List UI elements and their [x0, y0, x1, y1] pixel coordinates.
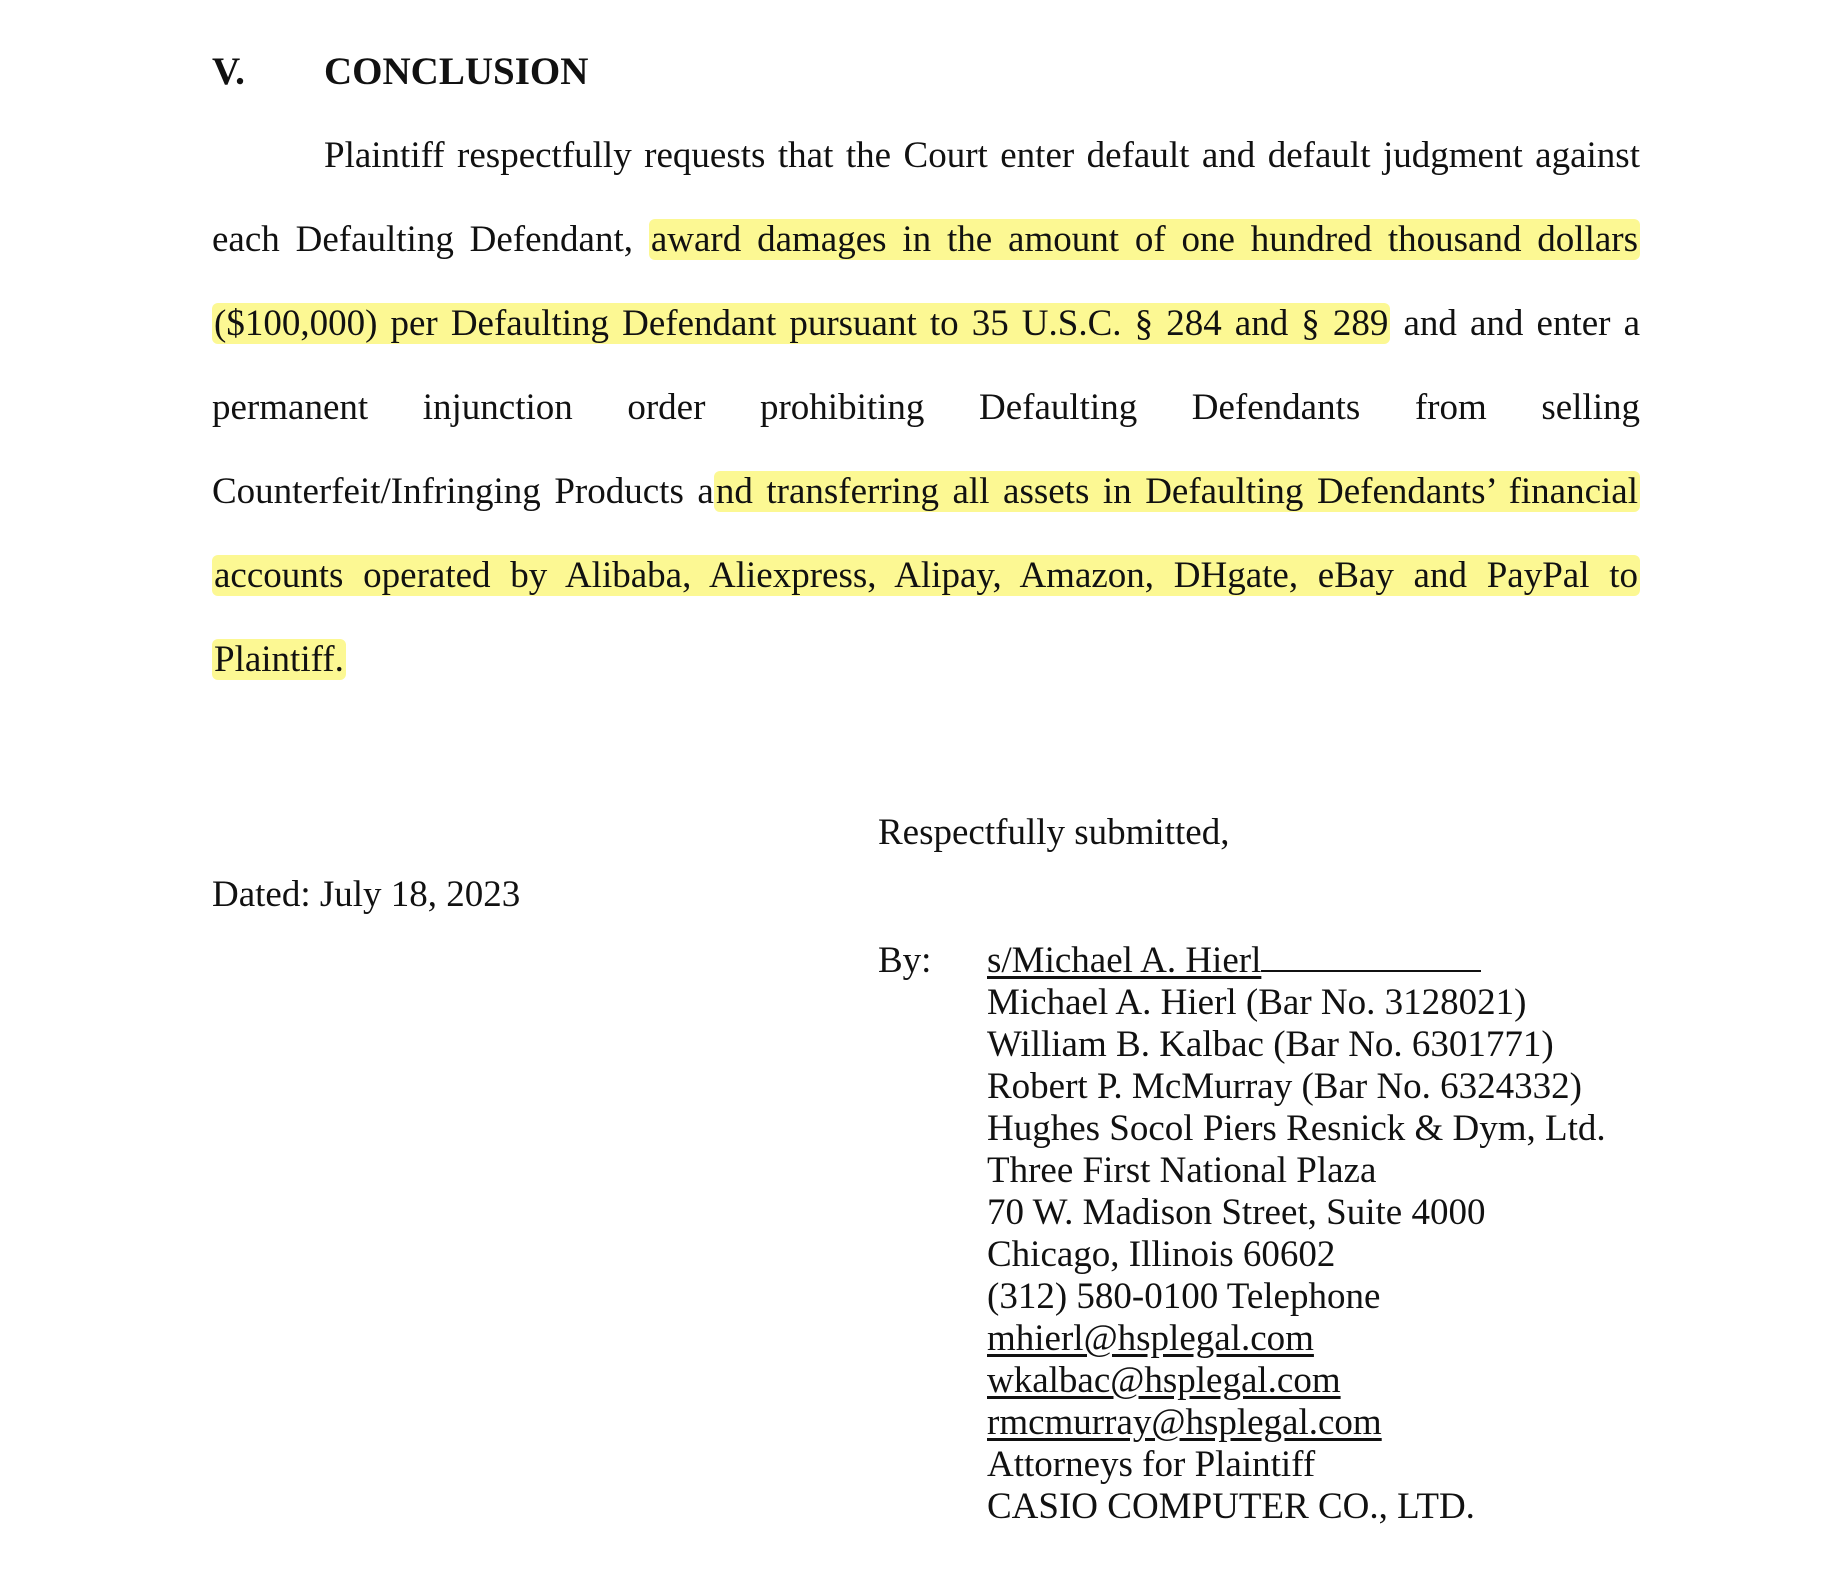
highlighted-text: ($100,000) per Defaulting Defendant pursuant to 35 U.S.C. § 284 and § 289	[214, 303, 1389, 344]
email-link[interactable]: rmcmurray@hsplegal.com	[987, 1402, 1382, 1443]
paragraph-line-6	[212, 548, 1640, 604]
address-line: 70 W. Madison Street, Suite 4000	[987, 1192, 1486, 1233]
date-line: Dated: July 18, 2023	[212, 874, 521, 915]
line-text: Counterfeit/Infringing Products a	[212, 471, 714, 512]
line-text: Plaintiff respectfully requests that the Court enter default and default judgment against	[324, 135, 1640, 176]
client-name: CASIO COMPUTER CO., LTD.	[987, 1486, 1475, 1527]
signature-underline	[1261, 940, 1481, 972]
highlighted-text: nd transferring all assets in Defaulting Defendants’ financial	[715, 471, 1639, 512]
line-text: permanent injunction order prohibiting Defaulting Defendants from selling	[212, 387, 1640, 428]
highlighted-text: accounts operated by Alibaba, Aliexpress, Alipay, Amazon, DHgate, eBay and PayPal to	[214, 555, 1638, 596]
section-heading	[212, 44, 588, 100]
address-line: Three First National Plaza	[987, 1150, 1377, 1191]
section-title: CONCLUSION	[324, 50, 589, 93]
line-text: each Defaulting Defendant,	[212, 219, 649, 260]
paragraph-line-5	[212, 464, 1640, 520]
attorney-line: Michael A. Hierl (Bar No. 3128021)	[987, 982, 1527, 1023]
highlighted-text: award damages in the amount of one hundred thousand dollars	[650, 219, 1638, 260]
section-number: V.	[212, 50, 245, 93]
email-line	[987, 1318, 1314, 1360]
email-link[interactable]: wkalbac@hsplegal.com	[987, 1360, 1341, 1401]
paragraph-line-2	[212, 212, 1640, 268]
signature-line	[987, 940, 1481, 982]
telephone-line: (312) 580-0100 Telephone	[987, 1276, 1381, 1317]
paragraph-line-1	[212, 128, 1640, 184]
email-line	[987, 1360, 1341, 1402]
firm-name: Hughes Socol Piers Resnick & Dym, Ltd.	[987, 1108, 1606, 1149]
signature: s/Michael A. Hierl	[987, 940, 1262, 981]
line-text: and and enter a	[1390, 303, 1640, 344]
paragraph-line-7	[212, 632, 1640, 688]
by-label: By:	[878, 940, 932, 981]
attorney-line: Robert P. McMurray (Bar No. 6324332)	[987, 1066, 1582, 1107]
email-link[interactable]: mhierl@hsplegal.com	[987, 1318, 1314, 1359]
paragraph-line-4	[212, 380, 1640, 436]
paragraph-line-3	[212, 296, 1640, 352]
highlighted-text: Plaintiff.	[214, 639, 344, 680]
email-line	[987, 1402, 1382, 1444]
respectfully-submitted: Respectfully submitted,	[878, 812, 1230, 853]
address-line: Chicago, Illinois 60602	[987, 1234, 1336, 1275]
attorney-line: William B. Kalbac (Bar No. 6301771)	[987, 1024, 1554, 1065]
attorneys-for: Attorneys for Plaintiff	[987, 1444, 1316, 1485]
